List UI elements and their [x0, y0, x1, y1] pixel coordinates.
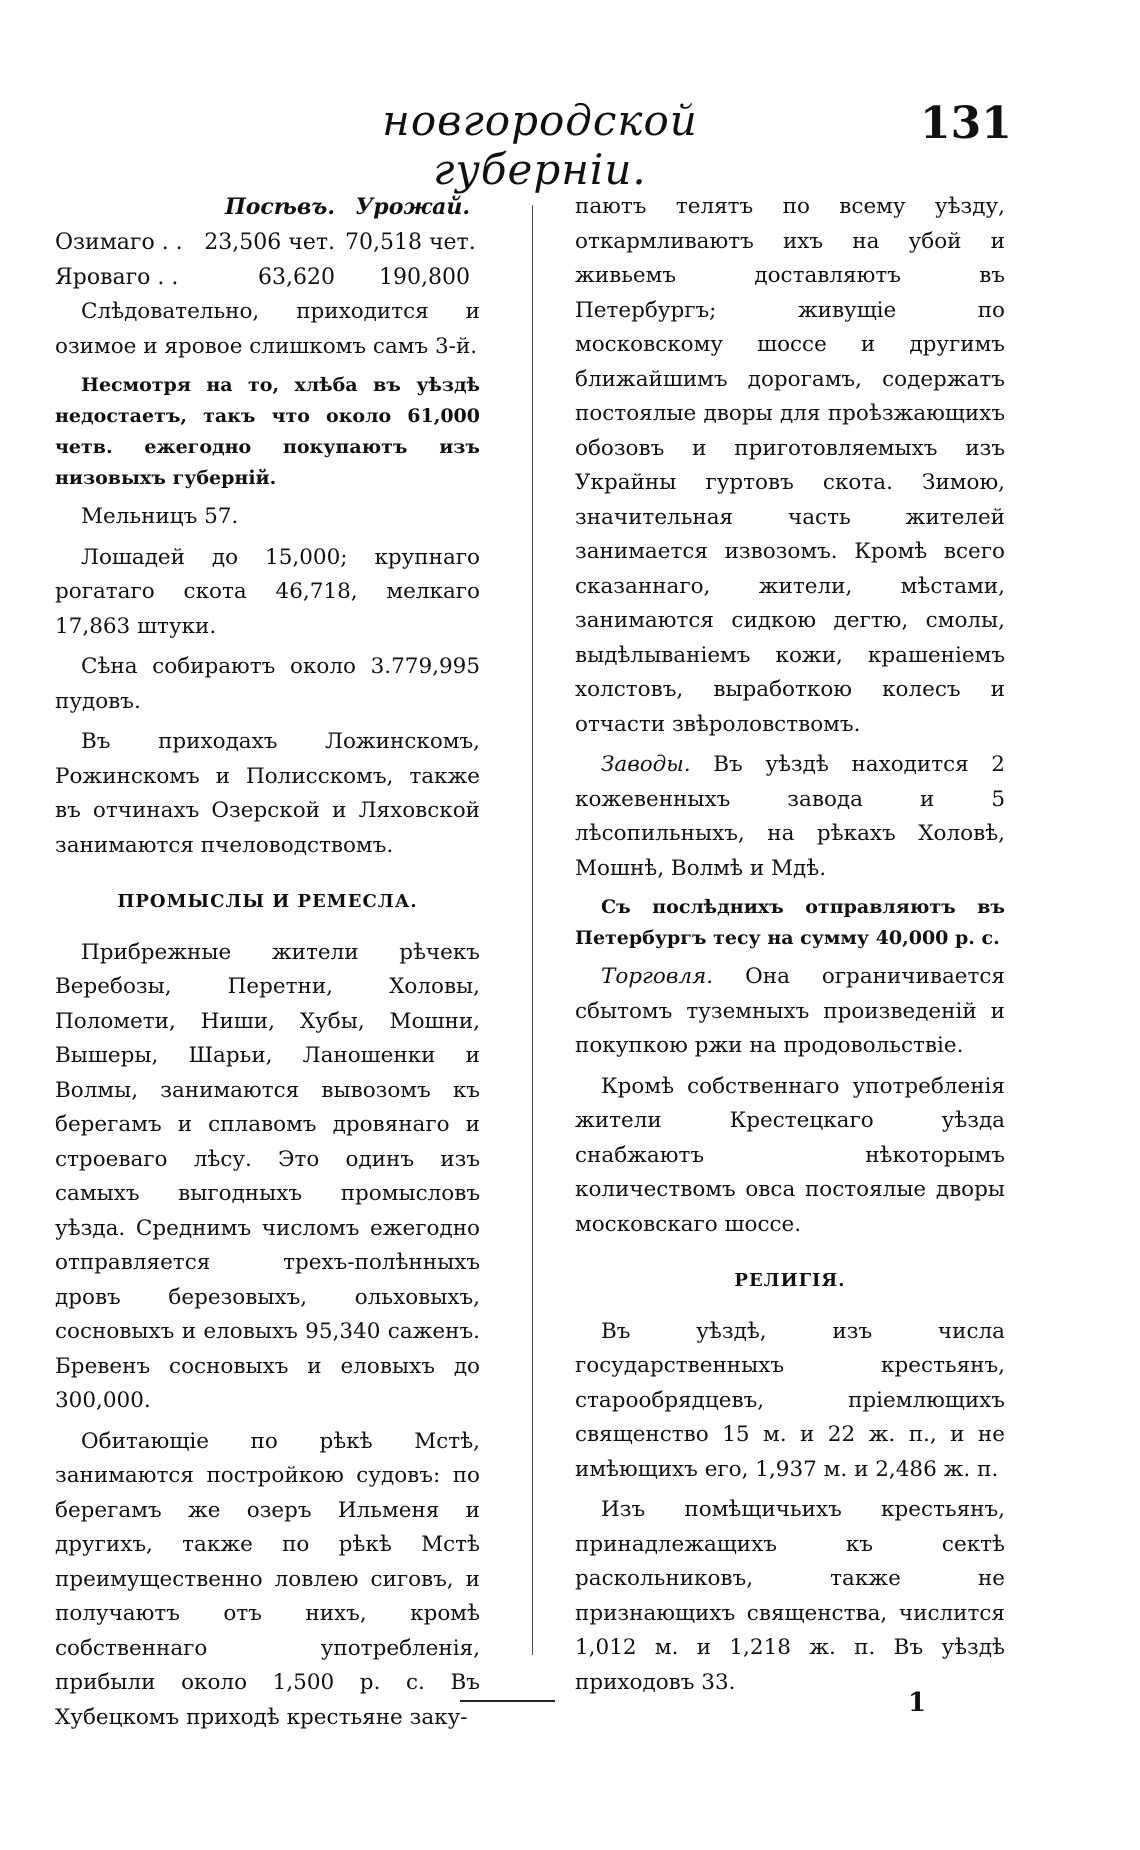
page-number: 131 [920, 98, 1012, 149]
paragraph-oats: Кромѣ собственнаго употребленія жители Крестецкаго уѣзда снабжаютъ нѣкоторымъ количествомъ овса постоялые дворы московскаго шоссе. [575, 1073, 1005, 1237]
paragraph-beekeeping: Въ приходахъ Ложинскомъ, Рожинскомъ и Полисскомъ, также въ отчинахъ Озерской и Ляховской занимаются пчеловодствомъ. [55, 729, 480, 858]
paragraph-factories [575, 748, 1005, 886]
paragraph-raskolniki: Изъ помѣщичьихъ крестьянъ, принадлежащихъ къ сектѣ раскольниковъ, также не признающихъ священства, числится 1,012 м. и 1,218 ж. п. Въ уѣздѣ приходовъ 33. [575, 1497, 1005, 1695]
harvest-row-yield: 70,518 чет. [345, 230, 476, 255]
factories-text: Въ уѣздѣ находится 2 кожевенныхъ завода и 5 лѣсопильныхъ, на рѣкахъ Холовѣ, Мошнѣ, Волмѣ и Мдѣ. [575, 752, 1005, 881]
harvest-row-sown: 23,506 чет. [204, 230, 335, 255]
paragraph-hay: Сѣна собираютъ около 3.779,995 пудовъ. [55, 654, 480, 714]
harvest-header-yield: Урожай. [355, 194, 470, 220]
running-header-title: новгородской губерніи. [382, 96, 698, 194]
harvest-header-sown: Посѣвъ. [224, 194, 335, 220]
paragraph-trade [575, 960, 1005, 1064]
signature-mark: 1 [908, 1688, 927, 1718]
section-heading-religion: РЕЛИГІЯ. [734, 1270, 846, 1291]
harvest-row-sown: 63,620 [258, 265, 335, 290]
paragraph-timber: Прибрежные жители рѣчекъ Веребозы, Перетни, Холовы, Поломети, Ниши, Хубы, Мошни, Вышеры, Шарьи, Ланошенки и Волмы, занимаются вывозомъ къ берегамъ и сплавомъ дровянаго и строеваго лѣсу. Это одинъ изъ самыхъ выгодныхъ промысловъ уѣзда. Среднимъ числомъ ежегодно отправляется трехъ-полѣнныхъ дровъ березовыхъ, ольховыхъ, сосновыхъ и еловыхъ 95,340 саженъ. Бревенъ сосновыхъ и еловыхъ до 300,000. [55, 939, 480, 1413]
trade-lead: Торговля. [601, 964, 714, 989]
paragraph-boards: Съ послѣднихъ отправляютъ въ Петербургъ тесу на сумму 40,000 р. с. [575, 896, 1005, 949]
harvest-row-label: Яроваго . . [55, 265, 179, 290]
paragraph-calves-continued: паютъ телятъ по всему уѣзду, откармливаютъ ихъ на убой и живьемъ доставляютъ въ Петербургъ; живущіе по московскому шоссе и другимъ ближайшимъ дорогамъ, содержатъ постоялые дворы для проѣзжающихъ обозовъ и приготовляемыхъ изъ Украйны гуртовъ скота. Зимою, значительная часть жителей занимается извозомъ. Кромѣ всего сказаннаго, жители, мѣстами, занимаются сидкою дегтю, смолы, выдѣлываніемъ кожи, крашеніемъ холстовъ, выработкою колесъ и отчасти звѣроловствомъ. [575, 194, 1005, 737]
paragraph-sowing-ratio: Слѣдовательно, приходится и озимое и яровое слишкомъ самъ 3-й. [55, 299, 480, 359]
paragraph-grain-shortage: Несмотря на то, хлѣба въ уѣздѣ недостаетъ, такъ что около 61,000 четв. ежегодно покупаютъ изъ низовыхъ губерній. [55, 374, 480, 489]
harvest-row-spring [55, 260, 480, 295]
paragraph-msta: Обитающіе по рѣкѣ Мстѣ, занимаются постройкою судовъ: по берегамъ же озеръ Ильменя и другихъ, также по рѣкѣ Мстѣ преимущественно ловлею сиговъ, и получаютъ отъ нихъ, кромѣ собственнаго употребленія, прибыли около 1,500 р. с. Въ Хубецкомъ приходѣ крестьяне заку- [55, 1428, 480, 1730]
column-divider [532, 205, 533, 1655]
harvest-row-label: Озимаго . . [55, 230, 183, 255]
harvest-header-spacer [55, 190, 180, 225]
section-heading-trades: ПРОМЫСЛЫ И РЕМЕСЛА. [117, 891, 418, 912]
footer-rule [460, 1700, 555, 1702]
harvest-row-yield: 190,800 [379, 265, 470, 290]
paragraph-old-believers: Въ уѣздѣ, изъ числа государственныхъ крестьянъ, старообрядцевъ, пріемлющихъ священство 15 м. и 22 ж. п., и не имѣющихъ его, 1,937 м. и 2,486 ж. п. [575, 1318, 1005, 1482]
harvest-table [55, 190, 480, 295]
harvest-header-row [55, 190, 480, 225]
left-column [55, 190, 480, 1741]
paragraph-mills: Мельницъ 57. [81, 504, 239, 529]
paragraph-livestock: Лошадей до 15,000; крупнаго рогатаго скота 46,718, мелкаго 17,863 штуки. [55, 544, 480, 639]
right-column [575, 190, 1005, 1706]
harvest-row-winter [55, 225, 480, 260]
factories-lead: Заводы. [601, 752, 691, 777]
trade-text: Она ограничивается сбытомъ туземныхъ произведеній и покупкою ржи на продовольствіе. [575, 964, 1005, 1058]
